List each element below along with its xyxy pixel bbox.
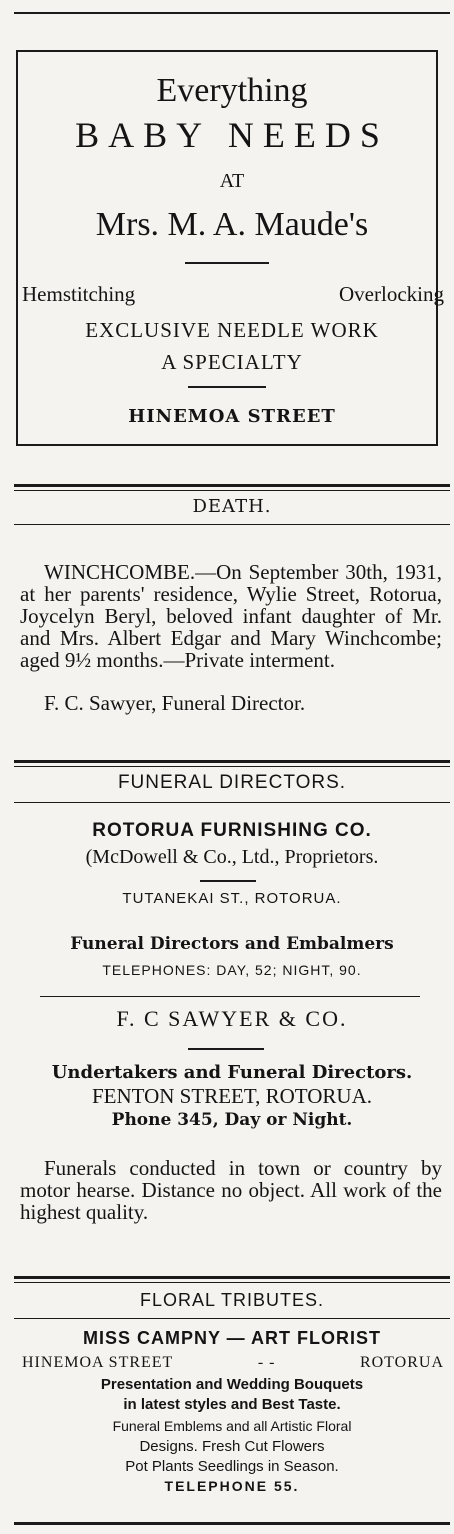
fd-telephones: TELEPHONES: DAY, 52; NIGHT, 90. [102,962,362,978]
sawyer-address: FENTON STREET, ROTORUA. [91,1084,372,1108]
ad-divider [185,262,269,264]
ad-line-baby-needs: BABY NEEDS [75,115,389,155]
death-notice [20,540,442,735]
ad-divider-2 [188,386,266,388]
floral-address [22,1354,444,1372]
death-rule-under [14,524,450,525]
floral-rule-top [14,1276,450,1279]
sawyer-name: F. C SAWYER & CO. [116,1006,348,1031]
floral-name: MISS CAMPNY — ART FLORIST [82,1328,381,1348]
sawyer-text: Funerals conducted in town or country by motor hearse. Distance no object. All work of the highest quality. [20,1156,442,1224]
death-heading: DEATH. [192,496,272,517]
ad-line-everything: Everything [156,72,308,109]
fd-rule-under [14,802,450,803]
ad-line-maude: Mrs. M. A. Maude's [95,206,369,243]
sawyer-divider [188,1048,264,1050]
death-text: WINCHCOMBE.—On September 30th, 1931, at her parents' residence, Wylie Street, Rotorua, Joycelyn Beryl, beloved infant daughter of Mr. and Mrs. Albert Edgar and Mary Winchcombe; aged 9½ months.—Private interment. [20,560,442,672]
sawyer-phone: Phone 345, Day or Night. [111,1110,353,1130]
floral-line5: Pot Plants Seedlings in Season. [125,1458,339,1475]
ad-services [22,282,444,307]
top-rule [14,12,450,14]
floral-town: ROTORUA [359,1354,444,1371]
floral-rule-under [14,1318,450,1319]
death-rule-top [14,484,450,487]
ad-hemstitching: Hemstitching [22,282,136,306]
fd-separator [40,996,420,997]
sawyer-notice [20,1136,442,1244]
floral-line1: Presentation and Wedding Bouquets [100,1376,364,1393]
death-rule-top-2 [14,490,450,491]
fd-rule-top-2 [14,766,450,767]
floral-street: HINEMOA STREET [22,1354,174,1371]
fd-rule-top [14,760,450,763]
death-director: F. C. Sawyer, Funeral Director. [44,691,306,715]
fd-heading: FUNERAL DIRECTORS. [117,772,347,793]
floral-line4: Designs. Fresh Cut Flowers [139,1438,325,1455]
ad-line-specialty: A SPECIALTY [161,350,303,374]
fd-role: Funeral Directors and Embalmers [70,934,394,954]
fd-firm: ROTORUA FURNISHING CO. [92,820,372,841]
fd-address: TUTANEKAI ST., ROTORUA. [122,890,342,907]
fd-proprietors: (McDowell & Co., Ltd., Proprietors. [85,846,379,868]
sawyer-role: Undertakers and Funeral Directors. [51,1062,413,1083]
ad-line-at: AT [219,170,245,192]
ad-address: HINEMOA STREET [128,406,336,427]
floral-heading: FLORAL TRIBUTES. [139,1290,325,1310]
floral-rule-top-2 [14,1282,450,1283]
floral-sep: - - [257,1354,276,1371]
floral-telephone: TELEPHONE 55. [164,1478,300,1494]
ad-line-needlework: EXCLUSIVE NEEDLE WORK [85,318,379,342]
floral-line2: in latest styles and Best Taste. [123,1396,341,1413]
bottom-rule [14,1522,450,1525]
ad-overlocking: Overlocking [339,282,444,306]
fd-divider [200,880,256,882]
floral-line3: Funeral Emblems and all Artistic Floral [112,1418,352,1434]
